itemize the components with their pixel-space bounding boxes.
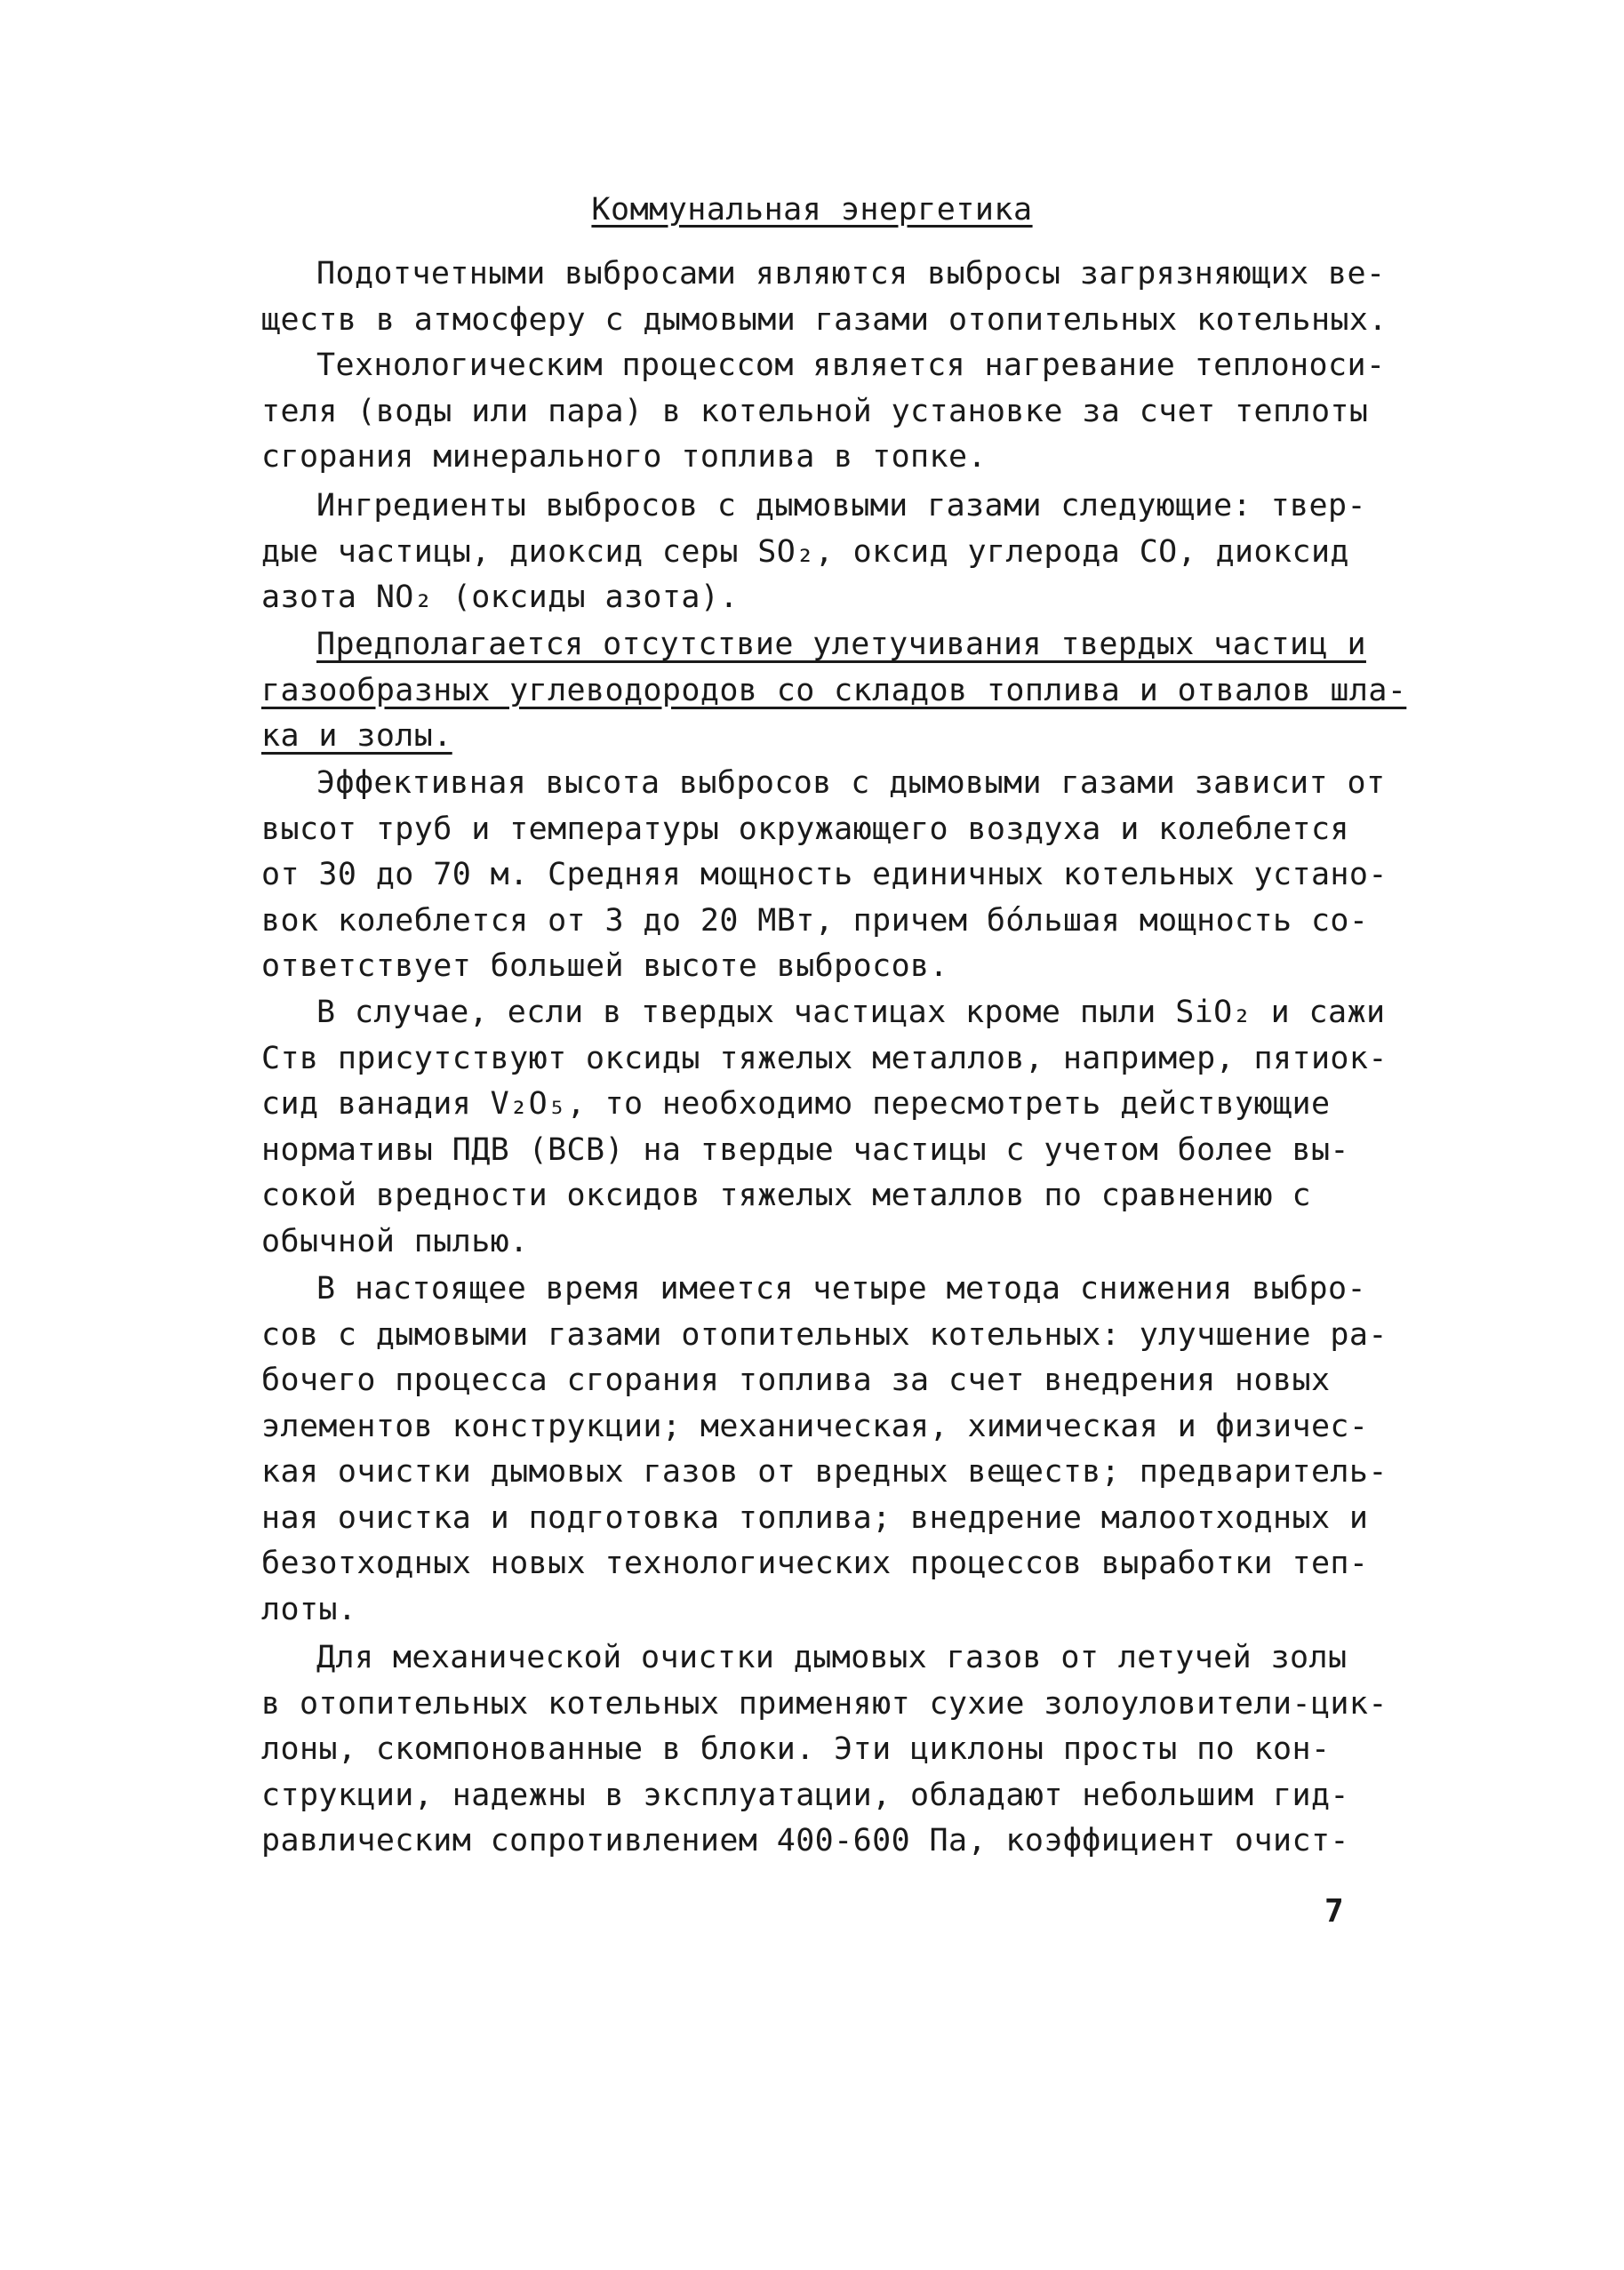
- text-line: нормативы ПДВ (ВСВ) на твердые частицы с учетом более вы-: [261, 1131, 1349, 1168]
- text-line: сгорания минерального топлива в топке.: [261, 439, 987, 475]
- text-line: теля (воды или пара) в котельной установке за счет теплоты: [261, 393, 1369, 429]
- text-line: сокой вредности оксидов тяжелых металлов по сравнению с: [261, 1178, 1311, 1213]
- text-line: сов с дымовыми газами отопительных котельных: улучшение ра-: [261, 1316, 1388, 1353]
- text-line: лоны, скомпонованные в блоки. Эти циклоны просты по кон-: [261, 1731, 1331, 1767]
- text-line: ответствует большей высоте выбросов.: [261, 948, 948, 984]
- text-line: безотходных новых технологических процессов выработки теп-: [261, 1546, 1369, 1581]
- text-line: Для механической очистки дымовых газов от летучей золы: [316, 1640, 1348, 1675]
- text-line: равлическим сопротивлением 400-600 Па, коэффициент очист-: [261, 1823, 1349, 1858]
- text-line: В настоящее время имеется четыре метода снижения выбро-: [316, 1271, 1366, 1307]
- text-line: азота NO₂ (оксиды азота).: [261, 579, 739, 615]
- text-line: бочего процесса сгорания топлива за счет внедрения новых: [261, 1363, 1331, 1398]
- text-line: струкции, надежны в эксплуатации, обладают небольшим гид-: [261, 1777, 1349, 1813]
- paragraph-emission-ingredients: [261, 484, 1364, 621]
- text-line: Ингредиенты выбросов с дымовыми газами следующие: твер-: [316, 488, 1366, 524]
- text-line: Предполагается отсутствие улетучивания твердых частиц и: [316, 627, 1366, 662]
- text-line: ка и золы.: [261, 718, 452, 754]
- paragraph-volatilization-assumption: [261, 622, 1407, 760]
- text-line: высот труб и температуры окружающего воздуха и колеблется: [261, 811, 1349, 847]
- text-line: газообразных углеводородов со складов топлива и отвалов шла-: [261, 672, 1407, 708]
- text-line: от 30 до 70 м. Средняя мощность единичных котельных устано-: [261, 857, 1388, 892]
- text-line: ществ в атмосферу с дымовыми газами отопительных котельных.: [261, 301, 1388, 338]
- paragraph-heavy-metal-oxides: [261, 990, 1388, 1265]
- paragraph-effective-height: [261, 761, 1388, 990]
- text-line: в отопительных котельных применяют сухие золоуловители-цик-: [261, 1685, 1388, 1722]
- paragraph-reportable-emissions: [261, 252, 1388, 343]
- page-number: 7: [1324, 1893, 1344, 1930]
- text-line: Технологическим процессом является нагревание теплоноси-: [316, 348, 1386, 383]
- paragraph-mechanical-cleaning: [261, 1635, 1388, 1865]
- text-line: кая очистки дымовых газов от вредных веществ; предваритель-: [261, 1454, 1388, 1490]
- text-line: вок колеблется от 3 до 20 МВт, причем бо́льшая мощность со-: [261, 902, 1369, 939]
- text-line: В случае, если в твердых частицах кроме пыли SiO₂ и сажи: [316, 995, 1386, 1030]
- text-line: дые частицы, диоксид серы SO₂, оксид углерода CO, диоксид: [261, 533, 1349, 570]
- text-line: Эффективная высота выбросов с дымовыми газами зависит от: [316, 765, 1386, 801]
- text-line: лоты.: [261, 1591, 357, 1627]
- paragraph-technological-process: [261, 343, 1386, 481]
- text-line: Cтв присутствуют оксиды тяжелых металлов, например, пятиок-: [261, 1040, 1388, 1076]
- text-line: ная очистка и подготовка топлива; внедрение малоотходных и: [261, 1499, 1369, 1536]
- text-line: элементов конструкции; механическая, химическая и физичес-: [261, 1408, 1369, 1444]
- text-line: сид ванадия V₂O₅, то необходимо пересмотреть действующие: [261, 1086, 1331, 1122]
- section-heading: Коммунальная энергетика: [591, 192, 1033, 228]
- text-line: обычной пылью.: [261, 1223, 529, 1259]
- text-line: Подотчетными выбросами являются выбросы загрязняющих ве-: [316, 256, 1386, 292]
- paragraph-reduction-methods: [261, 1267, 1388, 1633]
